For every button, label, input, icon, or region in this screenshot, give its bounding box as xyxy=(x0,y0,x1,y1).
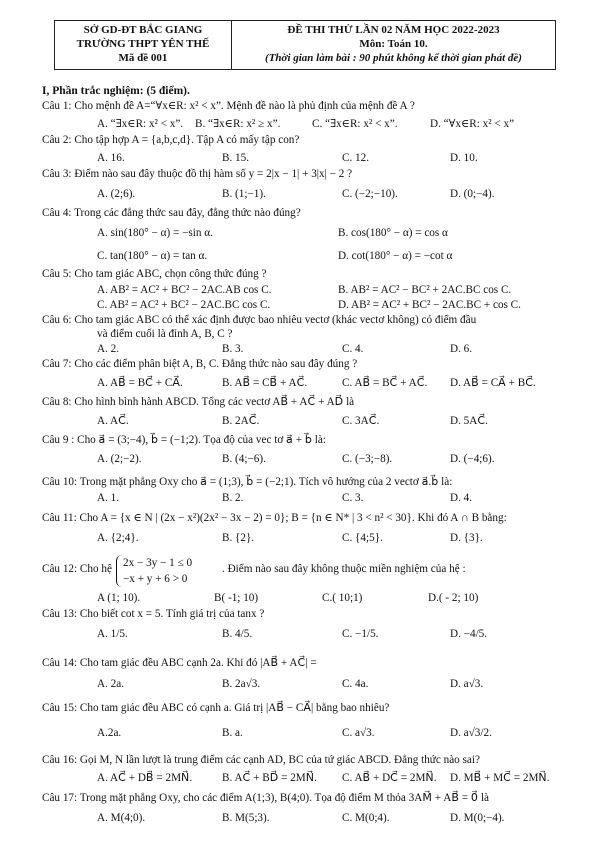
q4-option-c: C. tan(180° − α) = tan α. xyxy=(97,250,208,262)
inequality-1: 2x − 3y − 1 ≤ 0 xyxy=(123,557,193,569)
question-6-cont: và điểm cuối là đỉnh A, B, C ? xyxy=(97,328,233,340)
q3-option-a: A. (2;6). xyxy=(97,188,136,200)
q11-option-b: B. {2}. xyxy=(222,532,255,544)
question-12: Câu 12: Cho hệ xyxy=(42,563,112,575)
q2-option-d: D. 10. xyxy=(450,152,478,164)
question-3: Câu 3: Điểm nào sau đây thuộc đồ thị hàm số y = 2|x − 1| + 3|x| − 2 ? xyxy=(42,168,353,180)
q8-option-c: C. 3AC⃗. xyxy=(342,415,380,427)
q13-option-b: B. 4/5. xyxy=(222,628,253,640)
school-name: TRƯỜNG THPT YÊN THẾ xyxy=(76,38,210,50)
q1-option-b: B. “∃x∈R: x² ≥ x”. xyxy=(195,118,281,130)
question-4: Câu 4: Trong các đẳng thức sau đây, đẳng thức nào đúng? xyxy=(42,207,301,219)
q13-option-a: A. 1/5. xyxy=(97,628,128,640)
question-5: Câu 5: Cho tam giác ABC, chọn công thức đúng ? xyxy=(42,268,267,280)
q14-option-c: C. 4a. xyxy=(342,678,369,690)
q14-option-a: A. 2a. xyxy=(97,678,125,690)
q10-option-c: C. 3. xyxy=(342,492,364,504)
school-info xyxy=(55,21,232,69)
q5-option-b: B. AB² = AC² − BC² + 2AC.BC cos C. xyxy=(338,284,512,296)
q6-option-a: A. 2. xyxy=(97,343,120,355)
q16-option-d: D. MB⃗ + MC⃗ = 2MN⃗. xyxy=(450,772,550,784)
q5-option-d: D. AB² = AC² + BC² − 2AC.BC + cos C. xyxy=(338,299,521,311)
q17-option-c: C. M(0;4). xyxy=(342,812,390,824)
q10-option-a: A. 1. xyxy=(97,492,120,504)
q17-option-a: A. M(4;0). xyxy=(97,812,146,824)
q4-option-d: D. cot(180° − α) = −cot α xyxy=(338,250,453,262)
exam-info xyxy=(232,21,555,69)
exam-header xyxy=(54,20,556,70)
q7-option-b: B. AB⃗ = CB⃗ + AC⃗. xyxy=(222,377,308,389)
q9-option-b: B. (4;−6). xyxy=(222,453,266,465)
inequality-system xyxy=(116,555,192,587)
q17-option-d: D. M(0;−4). xyxy=(450,812,505,824)
q17-option-b: B. M(5;3). xyxy=(222,812,270,824)
inequality-2: −x + y + 6 > 0 xyxy=(123,573,188,585)
question-13: Câu 13: Cho biết cot x = 5. Tính giá trị của tanx ? xyxy=(42,608,265,620)
q1-option-c: C. “∃x∈R: x² < x”. xyxy=(312,118,398,130)
q15-option-d: D. a√3/2. xyxy=(450,727,492,739)
q1-option-a: A. “∃x∈R: x² < x”. xyxy=(97,118,184,130)
question-16: Câu 16: Gọi M, N lần lượt là trung điểm các cạnh AD, BC của tứ giác ABCD. Đẳng thức nào sai? xyxy=(42,754,480,766)
q15-option-b: B. a. xyxy=(222,727,243,739)
question-17: Câu 17: Trong mặt phẳng Oxy, cho các điểm A(1;3), B(4;0). Tọa độ điểm M thỏa 3AM⃗ + AB⃗ = 0⃗ là xyxy=(42,792,489,804)
question-8: Câu 8: Cho hình bình hành ABCD. Tổng các vectơ AB⃗ + AC⃗ + AD⃗ là xyxy=(42,396,355,408)
q11-option-c: C. {4;5}. xyxy=(342,532,383,544)
q5-option-c: C. AB² = AC² + BC² − 2AC.BC cos C. xyxy=(97,299,271,311)
q12-option-d: D.( - 2; 10) xyxy=(428,592,479,604)
q8-option-b: B. 2AC⃗. xyxy=(222,415,260,427)
q2-option-c: C. 12. xyxy=(342,152,370,164)
q2-option-a: A. 16. xyxy=(97,152,125,164)
q8-option-a: A. AC⃗. xyxy=(97,415,129,427)
q9-option-c: C. (−3;−8). xyxy=(342,453,393,465)
q3-option-b: B. (1;−1). xyxy=(222,188,266,200)
q16-option-c: C. AB⃗ + DC⃗ = 2MN⃗. xyxy=(342,772,437,784)
question-10: Câu 10: Trong mặt phẳng Oxy cho a⃗ = (1;3), b⃗ = (−2;1). Tích vô hướng của 2 vectơ a⃗.b⃗ là: xyxy=(42,476,453,488)
q10-option-b: B. 2. xyxy=(222,492,244,504)
q1-option-d: D. “∀x∈R: x² < x” xyxy=(430,118,515,130)
q2-option-b: B. 15. xyxy=(222,152,250,164)
question-2: Câu 2: Cho tập hợp A = {a,b,c,d}. Tập A có mấy tập con? xyxy=(42,134,300,146)
department-name: SỞ GD-ĐT BẮC GIANG xyxy=(83,24,203,36)
q6-option-d: D. 6. xyxy=(450,343,473,355)
q10-option-d: D. 4. xyxy=(450,492,473,504)
q9-option-a: A. (2;−2). xyxy=(97,453,142,465)
question-14: Câu 14: Cho tam giác đều ABC cạnh 2a. Khi đó |AB⃗ + AC⃗| = xyxy=(42,657,317,669)
q11-option-d: D. {3}. xyxy=(450,532,483,544)
q12-option-b: B( -1; 10) xyxy=(214,592,259,604)
question-12-cont: . Điểm nào sau đây không thuộc miền nghiệm của hệ : xyxy=(222,563,466,575)
q13-option-d: D. −4/5. xyxy=(450,628,488,640)
q15-option-c: C. a√3. xyxy=(342,727,375,739)
q14-option-d: D. a√3. xyxy=(450,678,484,690)
q7-option-c: C. AB⃗ = BC⃗ + AC⃗. xyxy=(342,377,428,389)
q6-option-b: B. 3. xyxy=(222,343,244,355)
q14-option-b: B. 2a√3. xyxy=(222,678,261,690)
q16-option-a: A. AC⃗ + DB⃗ = 2MN⃗. xyxy=(97,772,193,784)
q16-option-b: B. AC⃗ + BD⃗ = 2MN⃗. xyxy=(222,772,317,784)
q3-option-c: C. (−2;−10). xyxy=(342,188,398,200)
q15-option-a: A.2a. xyxy=(97,727,122,739)
q11-option-a: A. {2;4}. xyxy=(97,532,139,544)
question-1: Câu 1: Cho mệnh đề A=“∀x∈R: x² < x”. Mệnh đề nào là phủ định của mệnh đề A ? xyxy=(42,100,415,112)
q8-option-d: D. 5AC⃗. xyxy=(450,415,488,427)
q4-option-a: A. sin(180° − α) = −sin α. xyxy=(97,227,213,239)
question-15: Câu 15: Cho tam giác đều ABC có cạnh a. Giá trị |AB⃗ − CA⃗| bằng bao nhiêu? xyxy=(42,702,390,714)
q12-option-a: A (1; 10). xyxy=(97,592,141,604)
exam-title: ĐỀ THI THỬ LẦN 02 NĂM HỌC 2022-2023 xyxy=(287,24,500,36)
exam-time-note: (Thời gian làm bài : 90 phút không kể thời gian phát đề) xyxy=(265,52,522,64)
q7-option-d: D. AB⃗ = CA⃗ + BC⃗. xyxy=(450,377,536,389)
q4-option-b: B. cos(180° − α) = cos α xyxy=(338,227,448,239)
q13-option-c: C. −1/5. xyxy=(342,628,379,640)
q9-option-d: D. (−4;6). xyxy=(450,453,495,465)
question-9: Câu 9 : Cho a⃗ = (3;−4), b⃗ = (−1;2). Tọa độ của vec tơ a⃗ + b⃗ là: xyxy=(42,434,326,446)
section-title: I, Phần trắc nghiệm: (5 điểm). xyxy=(42,85,190,97)
q3-option-d: D. (0;−4). xyxy=(450,188,495,200)
question-6: Câu 6: Cho tam giác ABC có thể xác định được bao nhiêu vectơ (khác vectơ không) có điểm đầu xyxy=(42,314,477,326)
q5-option-a: A. AB² = AC² + BC² − 2AC.AB cos C. xyxy=(97,284,272,296)
q12-option-c: C.( 10;1) xyxy=(322,592,363,604)
question-7: Câu 7: Cho các điểm phân biệt A, B, C. Đẳng thức nào sau đây đúng ? xyxy=(42,358,358,370)
question-11: Câu 11: Cho A = {x ∈ N | (2x − x²)(2x² − 3x − 2) = 0}; B = {n ∈ N* | 3 < n² < 30}. Khi đó A ∩ B bằng: xyxy=(42,512,507,524)
exam-subject: Môn: Toán 10. xyxy=(359,38,428,50)
q6-option-c: C. 4. xyxy=(342,343,364,355)
q7-option-a: A. AB⃗ = BC⃗ + CA⃗. xyxy=(97,377,183,389)
exam-code: Mã đề 001 xyxy=(118,52,168,64)
